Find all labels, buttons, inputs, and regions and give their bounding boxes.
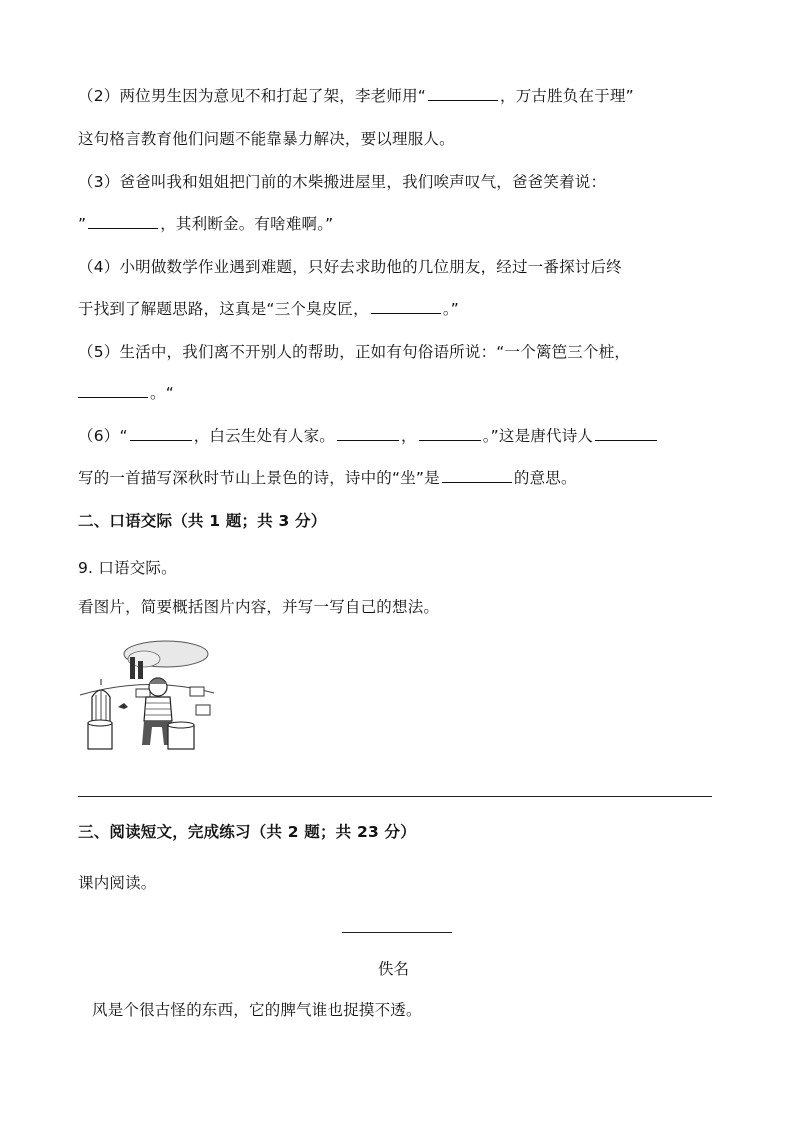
question-4-text-a: （4）小明做数学作业遇到难题，只好去求助他的几位朋友，经过一番探讨后终	[78, 258, 622, 276]
question-6-line-2	[78, 466, 728, 490]
question-5-text-b: 。“	[150, 384, 174, 402]
question-5-line-1	[78, 340, 728, 364]
answer-blank[interactable]	[78, 383, 148, 398]
answer-blank[interactable]	[130, 426, 192, 441]
question-6-line-1	[78, 424, 728, 448]
answer-writing-line[interactable]	[78, 796, 712, 797]
question-5-line-2	[78, 381, 728, 405]
question-6-text-d: 。”这是唐代诗人	[482, 427, 594, 445]
question-9-prompt: 看图片，简要概括图片内容，并写一写自己的想法。	[78, 598, 440, 616]
answer-blank[interactable]	[371, 299, 441, 314]
answer-blank[interactable]	[442, 468, 512, 483]
question-3-line-2	[78, 212, 728, 236]
question-6-text-f: 的意思。	[513, 469, 577, 487]
question-2-text-c: 这句格言教育他们问题不能靠暴力解决，要以理服人。	[78, 130, 455, 148]
answer-blank[interactable]	[595, 426, 657, 441]
question-4-text-b: 于找到了解题思路，这真是“三个臭皮匠，	[78, 300, 369, 318]
question-3-quote-open: ”	[78, 215, 87, 233]
question-2-text-a: （2）两位男生因为意见不和打起了架，李老师用“	[78, 87, 426, 105]
question-3-text-b: ，其利断金。有啥难啊。”	[160, 215, 334, 233]
question-3-text-a: （3）爸爸叫我和姐姐把门前的木柴搬进屋里，我们唉声叹气，爸爸笑着说：	[78, 173, 607, 191]
question-4-line-1	[78, 255, 728, 279]
question-6-text-e: 写的一首描写深秋时节山上景色的诗，诗中的“坐”是	[78, 469, 440, 487]
passage-title-blank[interactable]	[342, 932, 452, 933]
boy-birdcage-illustration-icon	[78, 637, 216, 757]
section-3-heading: 三、阅读短文，完成练习（共 2 题；共 23 分）	[78, 823, 416, 841]
passage-first-line: 风是个很古怪的东西，它的脾气谁也捉摸不透。	[92, 1001, 422, 1019]
question-4-text-c: 。”	[442, 300, 460, 318]
answer-blank[interactable]	[88, 214, 158, 229]
question-2-line-1	[78, 84, 728, 108]
question-2-line-2	[78, 127, 728, 151]
question-9-title: 9. 口语交际。	[78, 559, 177, 577]
question-4-line-2	[78, 297, 728, 321]
question-6-text-c: ，	[401, 427, 417, 445]
question-6-text-b: ，白云生处有人家。	[193, 427, 336, 445]
section-2-heading: 二、口语交际（共 1 题；共 3 分）	[78, 512, 327, 530]
question-3-line-1	[78, 170, 728, 194]
question-5-text-a: （5）生活中，我们离不开别人的帮助，正如有句俗语所说：“一个篱笆三个桩，	[78, 343, 631, 361]
reading-intro: 课内阅读。	[78, 874, 157, 892]
answer-blank[interactable]	[428, 86, 498, 101]
passage-author: 佚名	[378, 960, 410, 978]
question-2-text-b: ，万古胜负在于理”	[500, 87, 634, 105]
answer-blank[interactable]	[337, 426, 399, 441]
question-6-text-a: （6）“	[78, 427, 128, 445]
answer-blank[interactable]	[419, 426, 481, 441]
